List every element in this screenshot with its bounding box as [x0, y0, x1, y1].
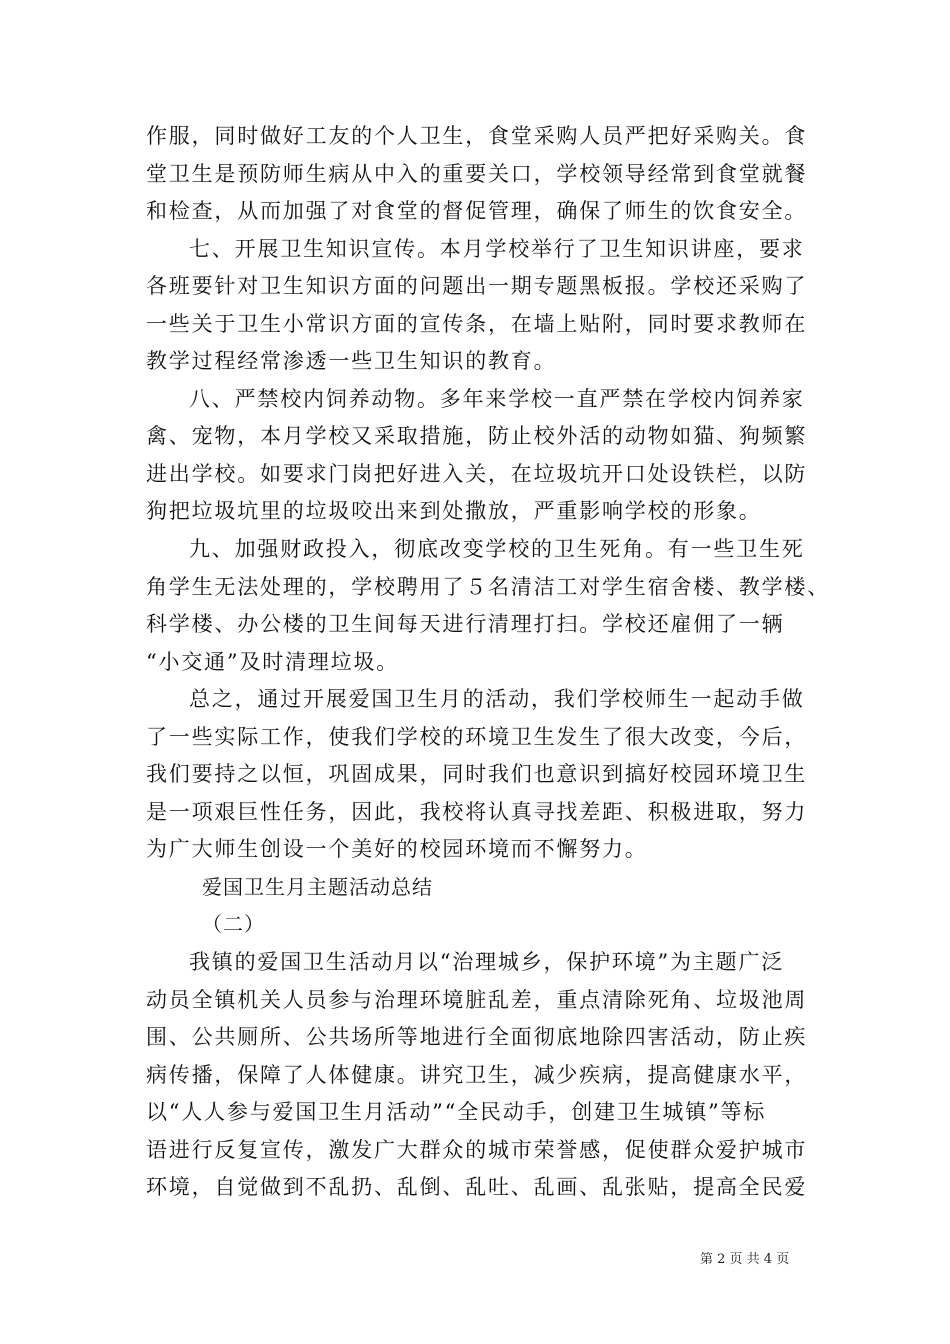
text-line: 狗把垃圾坑里的垃圾咬出来到处撒放，严重影响学校的形象。: [146, 499, 762, 524]
text-line: 禽、宠物，本月学校又采取措施，防止校外活的动物如猫、狗频繁: [146, 424, 808, 449]
text-line: 教学过程经常渗透一些卫生知识的教育。: [146, 349, 557, 374]
text-line: 我们要持之以恒，巩固成果，同时我们也意识到搞好校园环境卫生: [146, 762, 808, 787]
text-line: 和检查，从而加强了对食堂的督促管理，确保了师生的饮食安全。: [146, 199, 808, 224]
paragraph-start-line: 总之，通过开展爱国卫生月的活动，我们学校师生一起动手做: [189, 687, 805, 712]
text-line: 病传播，保障了人体健康。讲究卫生，减少疾病，提高健康水平，: [146, 1062, 808, 1087]
text-line: 为广大师生创设一个美好的校园环境而不懈努力。: [146, 837, 648, 862]
text-line: 进出学校。如要求门岗把好进入关，在垃圾坑开口处设铁栏，以防: [146, 461, 808, 486]
text-line: 动员全镇机关人员参与治理环境脏乱差，重点清除死角、垃圾池周: [146, 987, 808, 1012]
section-subtitle: （二）: [202, 912, 265, 937]
text-line: 了一些实际工作，使我们学校的环境卫生发生了很大改变，今后，: [146, 724, 808, 749]
text-line: 语进行反复宣传，激发广大群众的城市荣誉感，促使群众爱护城市: [146, 1137, 808, 1162]
paragraph-start-line: 我镇的爱国卫生活动月以“治理城乡，保护环境”为主题广泛: [189, 950, 785, 975]
text-line: 以“人人参与爱国卫生月活动”“全民动手，创建卫生城镇”等标: [146, 1100, 767, 1125]
text-line: 是一项艰巨性任务，因此，我校将认真寻找差距、积极进取，努力: [146, 799, 808, 824]
text-line: 一些关于卫生小常识方面的宣传条，在墙上贴附，同时要求教师在: [146, 311, 808, 336]
document-body: [146, 118, 830, 1207]
text-line: 科学楼、办公楼的卫生间每天进行清理打扫。学校还雇佣了一辆: [146, 612, 785, 637]
text-line: 角学生无法处理的，学校聘用了５名清洁工对学生宿舍楼、教学楼、: [146, 574, 830, 599]
paragraph-start-line: 八、严禁校内饲养动物。多年来学校一直严禁在学校内饲养家: [189, 386, 805, 411]
text-line: 各班要针对卫生知识方面的问题出一期专题黑板报。学校还采购了: [146, 274, 808, 299]
page-number: 第 2 页 共 4 页: [700, 1252, 790, 1267]
text-line: 作服，同时做好工友的个人卫生，食堂采购人员严把好采购关。食: [146, 124, 808, 148]
text-line: 围、公共厕所、公共场所等地进行全面彻底地除四害活动，防止疾: [146, 1025, 808, 1050]
paragraph-start-line: 七、开展卫生知识宣传。本月学校举行了卫生知识讲座，要求: [189, 236, 805, 261]
text-line: 堂卫生是预防师生病从中入的重要关口，学校领导经常到食堂就餐: [146, 161, 808, 186]
paragraph-start-line: 九、加强财政投入，彻底改变学校的卫生死角。有一些卫生死: [189, 537, 805, 562]
section-title: 爱国卫生月主题活动总结: [202, 874, 433, 899]
text-line: 环境，自觉做到不乱扔、乱倒、乱吐、乱画、乱张贴，提高全民爱: [146, 1175, 808, 1200]
text-line: “小交通”及时清理垃圾。: [146, 649, 400, 674]
